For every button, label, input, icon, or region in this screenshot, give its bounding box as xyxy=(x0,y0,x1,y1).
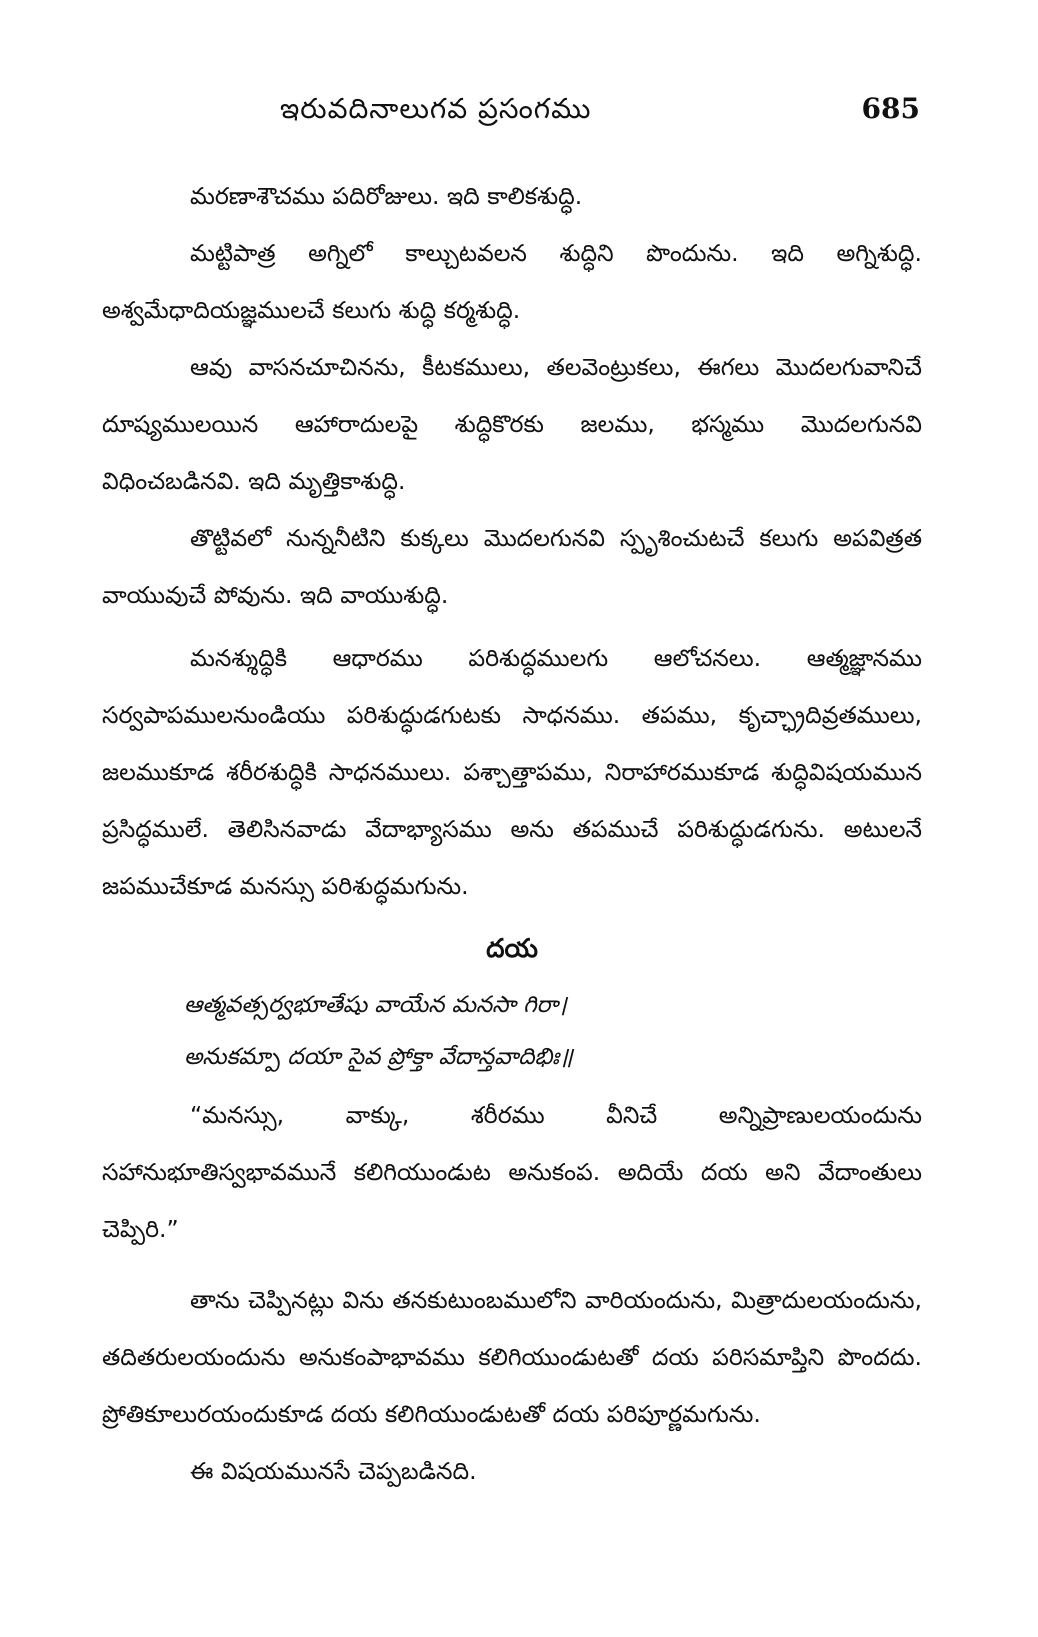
running-head: ఇరువదినాలుగవ ప్రసంగము xyxy=(280,92,592,125)
paragraph-verse-meaning: “మనస్సు, వాక్కు, శరీరము వీనిచే అన్నిప్రాణులయందును సహానుభూతిస్వభావమునే కలిగియుండుట అనుకంప. అదియే దయ అని వేదాంతులు చెప్పిరి.” xyxy=(102,1101,922,1243)
paragraph-closing: ఈ విషయమునసే చెప్పబడినది. xyxy=(190,1457,477,1485)
paragraph-kalika-shuddhi: మరణాశౌచము పదిరోజులు. ఇది కాలికశుద్ధి. xyxy=(190,182,583,210)
verse-line-1: ఆత్మవత్సర్వభూతేషు వాయేన మనసా గిరా। xyxy=(184,992,567,1018)
paragraph-manas-shuddhi: మనశ్శుద్ధికి ఆధారము పరిశుద్ధములగు ఆలోచనలు. ఆత్మజ్ఞానము సర్వపాపములనుండియు పరిశుద్ధుడగుటకు సాధనము. తపము, కృచ్ఛ్రాదివ్రతములు, జలముకూడ శరీరశుద్ధికి సాధనములు. పశ్చాత్తాపము, నిరాహారముకూడ శుద్ధివిషయమున ప్రసిద్ధములే. తెలిసినవాడు వేదాభ్యాసము అను తపముచే పరిశుద్ధుడగును. అటులనే జపముచేకూడ మనస్సు పరిశుద్ధమగును. xyxy=(102,644,922,900)
page-body xyxy=(102,168,922,1500)
section-heading: దయ xyxy=(486,934,538,964)
paragraph-daya-explanation: తాను చెప్పినట్లు విను తనకుటుంబములోని వారియందును, మిత్రాదులయందును, తదితరులయందును అనుకంపాభావము కలిగియుండుటతో దయ పరిసమాప్తిని పొందదు. ప్రోతికూలురయందుకూడ దయ కలిగియుండుటతో దయ పరిపూర్ణమగును. xyxy=(102,1286,922,1428)
paragraph-mruttika-shuddhi: ఆవు వాసనచూచినను, కీటకములు, తలవెంట్రుకలు, ఈగలు మొదలగువానిచే దూష్యములయిన ఆహారాదులపై శుద్ధికొరకు జలము, భస్మము మొదలగునవి విధించబడినవి. ఇది మృత్తికాశుద్ధి. xyxy=(102,353,922,495)
paragraph-agni-shuddhi: మట్టిపాత్ర అగ్నిలో కాల్చుటవలన శుద్ధిని పొందును. ఇది అగ్నిశుద్ధి. అశ్వమేధాదియజ్ఞములచే కలుగు శుద్ధి కర్మశుద్ధి. xyxy=(102,239,922,324)
page-number: 685 xyxy=(861,92,920,125)
verse-line-2: అనుకమ్పా దయా సైవ ప్రోక్తా వేదాన్తవాదిభిః॥ xyxy=(184,1044,573,1070)
page-header xyxy=(280,92,920,132)
paragraph-vayu-shuddhi: తొట్టివలో నున్ననీటిని కుక్కలు మొదలగునవి స్పృశించుటచే కలుగు అపవిత్రత వాయువుచే పోవును. ఇది వాయుశుద్ధి. xyxy=(102,524,922,609)
